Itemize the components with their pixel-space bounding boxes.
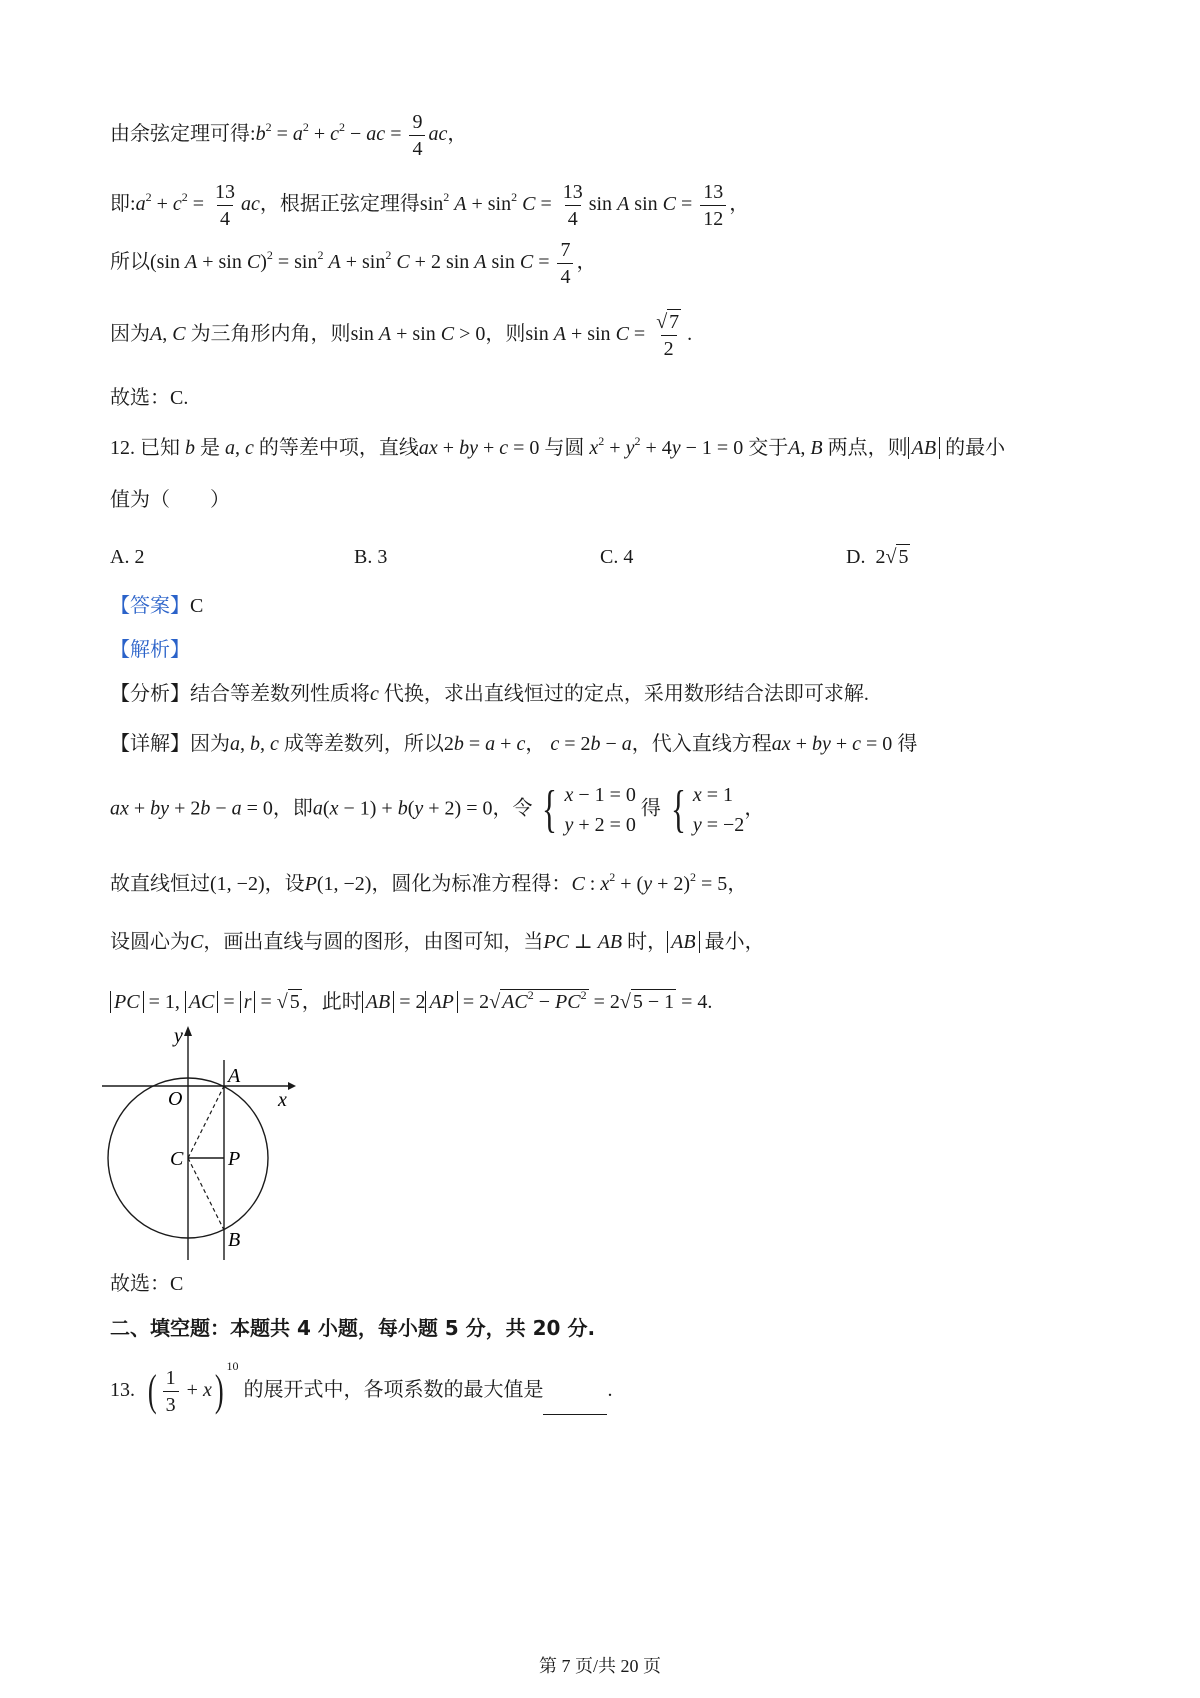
text: 两点，则: [827, 437, 908, 459]
square-sum-line: 所以(sin $A + \sin C)^2 = \sin^2 A + \sin^2 C + 2$ sin A sin C = $\frac{7}{4}$ ，: [110, 239, 597, 288]
option-label: D.: [846, 546, 866, 568]
answer-value: C: [190, 595, 204, 617]
x-axis-arrow: [288, 1082, 296, 1090]
answer-line: [110, 596, 203, 616]
label-a: A: [228, 1065, 241, 1087]
question-12-line2: 值为（ ）: [110, 489, 230, 511]
xiangjie-line: 【详解】因为a, b, c 成等差数列，所以2b = a + c， c = 2b − a，代入直线方程ax + by + c = 0 得: [110, 733, 918, 755]
text: 的展开式中，各项系数的最大值是: [243, 1379, 544, 1401]
analysis-tag: [110, 640, 190, 660]
text: ，: [744, 797, 765, 820]
label-p: P: [228, 1148, 241, 1170]
text: 结合等差数列性质将: [190, 683, 370, 705]
text: 成等差数列，所以: [283, 733, 444, 755]
segment-cb: [188, 1158, 224, 1230]
option-b[interactable]: B. 3: [354, 546, 388, 568]
section-heading: 二、填空题：本题共 4 小题，每小题 5 分，共 20 分.: [110, 1316, 596, 1340]
text: 【分析】: [110, 683, 190, 705]
page-footer: 第 7 页/共 20 页: [538, 1656, 661, 1676]
text: 与圆: [544, 437, 585, 459]
fenxi-line: 【分析】结合等差数列性质将c 代换，求出直线恒过的定点，采用数形结合法即可求解.: [110, 683, 869, 705]
y-axis-arrow: [184, 1026, 192, 1036]
option-c[interactable]: C. 4: [600, 546, 634, 568]
text: 即:: [110, 193, 136, 216]
label-c: C: [170, 1148, 184, 1170]
question-number: 12.: [110, 437, 135, 459]
label-x: x: [278, 1089, 287, 1111]
system-line: ax + by + 2b − a = 0，即a(x − 1) + b(y + 2) = 0，令 { x − 1 = 0 y + 2 = 0 得 { x = 1 y = −2 ，: [110, 781, 765, 838]
text: 得: [897, 733, 918, 755]
text: 所以: [110, 251, 150, 274]
text: ，: [729, 193, 750, 216]
question-13: 13. ( $\frac{1}{3}$ + x)$^{10}$ 的展开式中，各项系数的最大值是 .: [110, 1359, 613, 1416]
text: 代换，求出直线恒过的定点，采用数形结合法即可求解.: [383, 683, 869, 705]
text: ，圆化为标准方程得：: [371, 873, 572, 895]
text: ，设: [264, 873, 305, 895]
text: 为三角形内角，则: [190, 323, 351, 346]
text: ，: [727, 873, 748, 895]
label-b: B: [228, 1229, 241, 1251]
text: 的最小: [945, 437, 1006, 459]
circle-center-line: 设圆心为C，画出直线与圆的图形，由图可知，当PC ⊥ AB 时， AB 最小，: [110, 931, 765, 953]
text: ，代入直线方程: [631, 733, 772, 755]
conclusion-line: 因为A, C 为三角形内角，则sin A + sin C > 0，则sin A + sin C = $\frac{√ 7}{2}$ .: [110, 311, 693, 360]
text: 设圆心为: [110, 931, 190, 953]
text: 时，: [627, 931, 668, 953]
question-12: 12. 已知 b 是 a, c 的等差中项，直线ax + by + c = 0 与圆 $x^2 + y^2 + 4y - 1 = 0$ 交于A, B 两点，则 AB 的最小: [110, 434, 1006, 459]
answer-tag: 【答案】: [110, 595, 190, 617]
answer-blank[interactable]: [543, 1396, 607, 1415]
text: ，令: [492, 797, 533, 820]
text: 的等差中项，直线: [258, 437, 419, 459]
choose-line-2: 故选：C: [110, 1273, 184, 1295]
text: 交于: [748, 437, 789, 459]
question-number: 13.: [110, 1379, 135, 1401]
text: 最小，: [704, 931, 765, 953]
text: 已知: [140, 437, 180, 459]
fixed-point-line: 故直线恒过(1, −2)，设P(1, −2)，圆化为标准方程得：C : $x^2 + (y + 2)^2 = 5$，: [110, 870, 748, 895]
label-y: y: [174, 1025, 183, 1047]
cosine-law-line: 由余弦定理可得$:b^2 = a^2 + c^2$ − ac = $\frac{9}{4}$ ac，: [110, 111, 468, 160]
text: 得: [640, 797, 661, 820]
analysis-tag-text: 【解析】: [110, 639, 190, 661]
option-d[interactable]: D. 2√ 5: [846, 546, 909, 568]
text: ，此时: [301, 991, 362, 1013]
text: 【详解】: [110, 733, 190, 755]
text: .: [607, 1379, 613, 1401]
circle-line-figure: [98, 1020, 308, 1270]
text: ，画出直线与圆的图形，由图可知，当: [203, 931, 544, 953]
text: ，: [576, 251, 597, 274]
label-o: O: [168, 1088, 183, 1110]
text: ，: [525, 733, 546, 755]
choose-line: 故选：C.: [110, 387, 189, 409]
text: ，: [447, 123, 468, 146]
text: 故直线恒过: [110, 873, 210, 895]
segment-ca: [188, 1086, 224, 1158]
text: ，即: [272, 797, 313, 820]
text: ，则: [485, 323, 526, 346]
text: 因为: [110, 323, 150, 346]
option-a[interactable]: A. 2: [110, 546, 145, 568]
text: .: [687, 323, 693, 346]
text: 由余弦定理可得:: [110, 123, 256, 146]
sine-law-line: 即$:a^2 + c^2$ = $\frac{13}{4}$ ac，根据正弦定理得$\sin^2 A + \sin^2 C$ = $\frac{13}{4}$ sin A sin C = $\frac{13}{12}$ ，: [110, 181, 750, 230]
chord-length-line: PC = 1, AC = r = √ 5 ，此时 AB = 2 AP = 2√ $AC^2 - PC^2 = 2√$ 5 − 1 = 4.: [110, 992, 712, 1012]
text: 是: [200, 437, 220, 459]
text: ，根据正弦定理得: [259, 193, 420, 216]
text: 因为: [190, 733, 230, 755]
